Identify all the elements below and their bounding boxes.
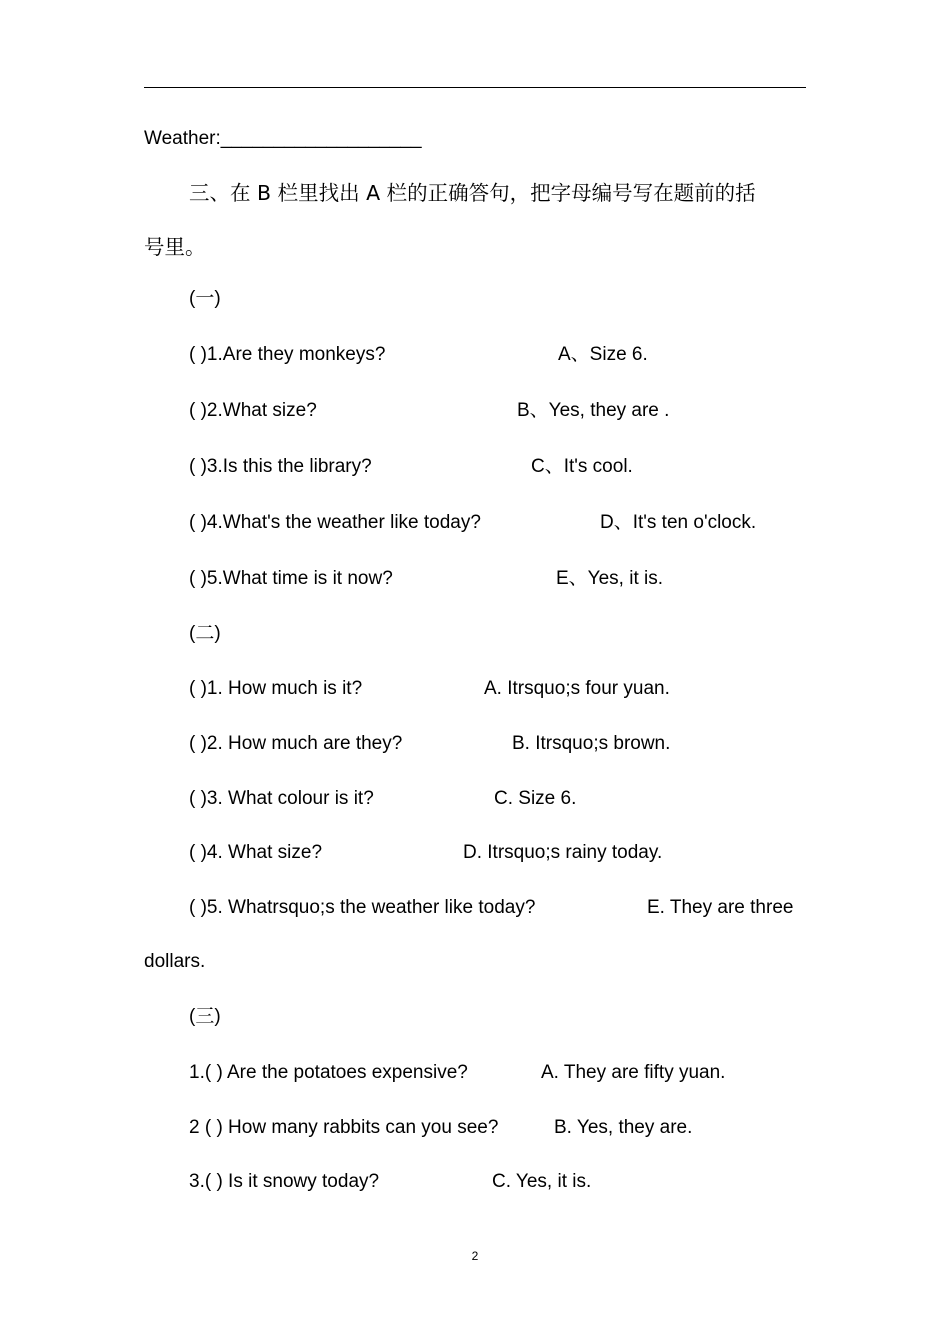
answer-1-4: D、It's ten o'clock. bbox=[600, 512, 757, 533]
answer-line bbox=[144, 87, 806, 88]
question-2-1: ( )1. How much is it? bbox=[189, 678, 363, 699]
answer-3-2: B. Yes, they are. bbox=[554, 1117, 693, 1138]
answer-2-1: A. Itrsquo;s four yuan. bbox=[484, 678, 670, 699]
weather-line: Weather:___________________ bbox=[144, 128, 422, 149]
question-1-2: ( )2.What size? bbox=[189, 400, 317, 421]
question-2-5: ( )5. Whatrsquo;s the weather like today? bbox=[189, 897, 536, 918]
section-heading-3: (三) bbox=[189, 1006, 221, 1027]
answer-2-3: C. Size 6. bbox=[494, 788, 577, 809]
question-3-2: 2 ( ) How many rabbits can you see? bbox=[189, 1117, 499, 1138]
instruction-line-1: 三、在 B 栏里找出 A 栏的正确答句，把字母编号写在题前的括 bbox=[189, 181, 756, 205]
section-heading-1: (一) bbox=[189, 288, 221, 309]
question-1-1: ( )1.Are they monkeys? bbox=[189, 344, 386, 365]
answer-1-5: E、Yes, it is. bbox=[556, 568, 664, 589]
answer-2-4: D. Itrsquo;s rainy today. bbox=[463, 842, 663, 863]
answer-2-5: E. They are three bbox=[647, 897, 794, 918]
question-3-1: 1.( ) Are the potatoes expensive? bbox=[189, 1062, 468, 1083]
section-heading-2: (二) bbox=[189, 623, 221, 644]
answer-1-1: A、Size 6. bbox=[558, 344, 648, 365]
answer-1-3: C、It's cool. bbox=[531, 456, 633, 477]
question-1-4: ( )4.What's the weather like today? bbox=[189, 512, 481, 533]
question-1-5: ( )5.What time is it now? bbox=[189, 568, 393, 589]
page-number: 2 bbox=[471, 1249, 479, 1263]
question-3-3: 3.( ) Is it snowy today? bbox=[189, 1171, 380, 1192]
instruction-line-2: 号里。 bbox=[144, 235, 206, 259]
answer-1-2: B、Yes, they are . bbox=[517, 400, 670, 421]
answer-3-1: A. They are fifty yuan. bbox=[541, 1062, 726, 1083]
question-2-2: ( )2. How much are they? bbox=[189, 733, 403, 754]
question-1-3: ( )3.Is this the library? bbox=[189, 456, 372, 477]
answer-2-2: B. Itrsquo;s brown. bbox=[512, 733, 671, 754]
question-2-4: ( )4. What size? bbox=[189, 842, 323, 863]
answer-2-5-continued: dollars. bbox=[144, 951, 206, 972]
answer-3-3: C. Yes, it is. bbox=[492, 1171, 592, 1192]
question-2-3: ( )3. What colour is it? bbox=[189, 788, 374, 809]
